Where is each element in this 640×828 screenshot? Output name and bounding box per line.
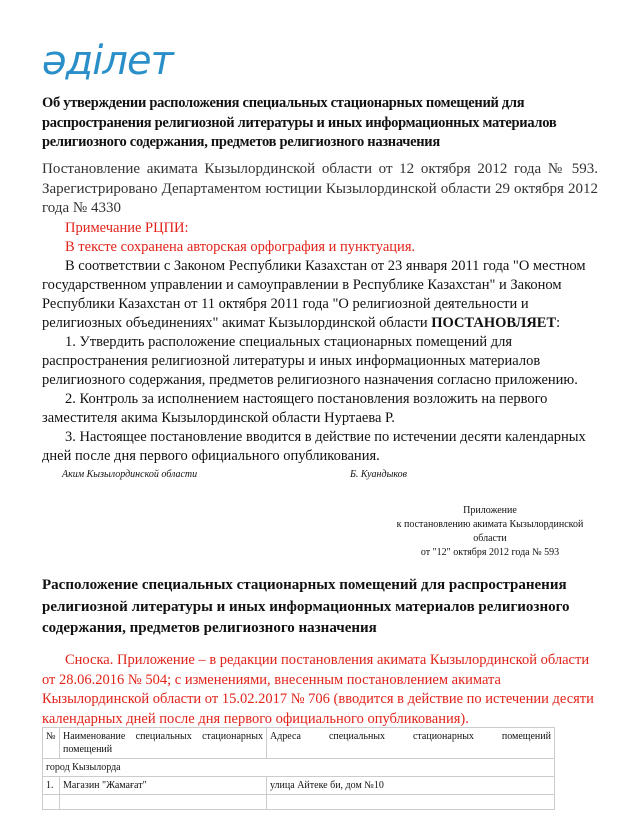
note-label: Примечание РЦПИ: [65, 220, 189, 236]
adilet-logo[interactable]: әділет [42, 38, 173, 84]
table-group-row: город Кызылорда [43, 759, 555, 777]
note-text: В тексте сохранена авторская орфография и пунктуация. [65, 239, 416, 255]
table-row: 1. Магазин "Жамағат" улица Айтеке би, дом №10 [43, 777, 555, 795]
appendix-header: Приложение к постановлению акимата Кызылординской области от "12" октября 2012 года № 593 [396, 505, 584, 558]
table-header: № Наименование специальных стационарных помещений Адреса специальных стационарных помещений [43, 728, 555, 759]
document-meta: Постановление акимата Кызылординской области от 12 октября 2012 года № 593. Зарегистрировано Департаментом юстиции Кызылординской области 29 октября 2012 года № 4330 [42, 161, 598, 216]
item-2: 2. Контроль за исполнением настоящего постановления возложить на первого заместителя акима Кызылординской области Нуртаева Р. [42, 391, 548, 426]
signature-name: Б. Куандыков [350, 469, 407, 480]
item-3: 3. Настоящее постановление вводится в действие по истечении десяти календарных дней после дня первого официального опубликования. [42, 429, 586, 464]
preamble: В соответствии с Законом Республики Казахстан от 23 января 2011 года "О местном государственном управлении и самоуправлении в Республике Казахстан" и Законом Республики Казахстан от 11 октября 2011 года "О религиозной деятельности и религиозных объединениях" акимат Кызылординской области ПОСТАНОВЛЯЕТ: [42, 258, 586, 331]
appendix-title: Расположение специальных стационарных помещений для распространения религиозной литературы и иных информационных материалов религиозного содержания, предметов религиозного назначения [42, 577, 570, 636]
document-title: Об утверждении расположения специальных стационарных помещений для распространения религиозной литературы и иных информационных материалов религиозного содержания, предметов религиозного назначения [42, 95, 557, 150]
document-body [42, 219, 598, 466]
premises-table [42, 727, 555, 810]
footnote: Сноска. Приложение – в редакции постановления акимата Кызылординской области от 28.06.2016 № 504; с изменениями, внесенным постановлением акимата Кызылординской области от 15.02.2017 № 706 (вводится в действие по истечении десяти календарных дней после дня первого официального опубликования). [42, 652, 594, 727]
signature-position: Аким Кызылординской области [62, 469, 198, 480]
item-1: 1. Утвердить расположение специальных стационарных помещений для распространения религиозной литературы и иных информационных материалов религиозного содержания, предметов религиозного назначения согласно приложению. [42, 334, 578, 388]
